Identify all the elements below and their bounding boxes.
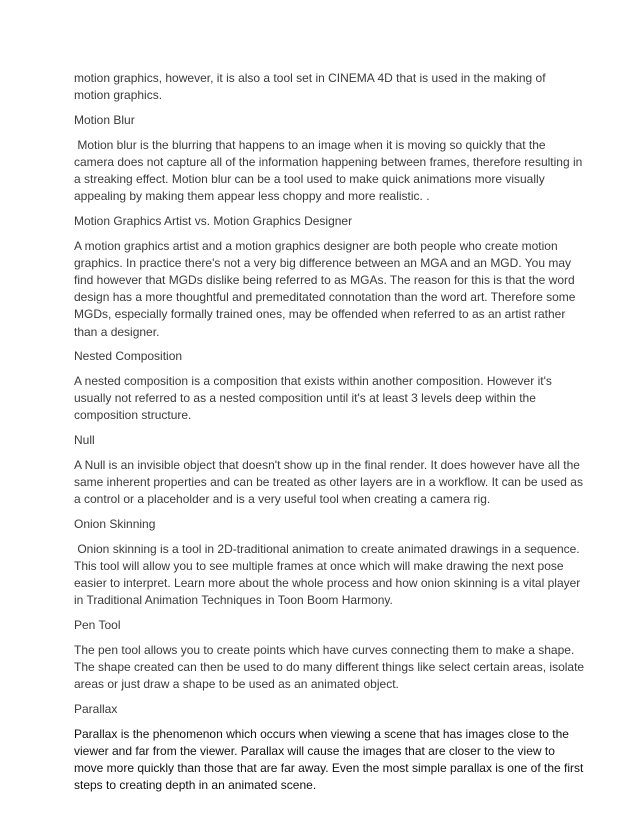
section-body-nested-composition [74,373,570,425]
text-line: Motion blur is the blurring that happens to an image when it is moving so quickly that the [74,137,546,152]
section-heading-null: Null [74,433,95,448]
text-line: composition structure. [74,408,192,423]
text-line: viewer and far from the viewer. Parallax will cause the images that are closer to the view to [74,743,555,758]
text-line: a control or a placeholder and is a very useful tool when creating a camera rig. [74,492,491,507]
text-line: motion graphics. [74,88,163,103]
section-body-mga-vs-mgd [74,238,576,341]
text-line: A Null is an invisible object that doesn't show up in the final render. It does however have all the [74,457,580,472]
section-heading-nested-composition: Nested Composition [74,349,183,364]
text-line: in Traditional Animation Techniques in Toon Boom Harmony. [74,593,393,608]
text-line: graphics. In practice there's not a very big difference between an MGA and an MGD. You may [74,255,572,270]
section-heading-pen-tool: Pen Tool [74,617,121,632]
text-line: motion graphics, however, it is also a tool set in CINEMA 4D that is used in the making of [74,71,546,85]
text-line: a streaking effect. Motion blur can be a tool used to make quick animations more visually [74,172,545,187]
section-body-motion-blur [74,137,583,206]
text-line: A motion graphics artist and a motion graphics designer are both people who create motion [74,238,558,253]
text-line: The pen tool allows you to create points which have curves connecting them to make a shape. [74,642,575,657]
intro-paragraph [74,70,570,104]
text-line: Onion skinning is a tool in 2D-traditional animation to create animated drawings in a sequence. [74,541,580,556]
text-line: This tool will allow you to see multiple frames at once which will make drawing the next pose [74,558,564,573]
section-body-parallax [74,726,584,795]
text-line: find however that MGDs dislike being referred to as MGAs. The reason for this is that the word [74,273,575,288]
text-line: design has a more thoughtful and premeditated connotation than the word art. Therefore some [74,290,576,305]
text-line: MGDs, especially formally trained ones, may be offended when referred to as an artist rather [74,307,566,322]
section-body-null [74,457,583,509]
text-line: usually not referred to as a nested composition until it's at least 3 levels deep within the [74,391,536,406]
text-line: areas or just draw a shape to be used as an animated object. [74,677,399,692]
text-line: Parallax is the phenomenon which occurs when viewing a scene that has images close to the [74,726,569,741]
text-line: camera does not capture all of the information happening between frames, therefore resulting in [74,154,583,169]
text-line: easier to interpret. Learn more about the whole process and how onion skinning is a vital player [74,576,581,591]
section-heading-motion-blur: Motion Blur [74,112,135,127]
text-line: same inherent properties and can be treated as other layers are in a workflow. It can be used as [74,475,583,490]
section-heading-parallax: Parallax [74,701,118,716]
section-body-onion-skinning [74,541,581,610]
section-body-pen-tool [74,642,585,694]
text-line: move more quickly than those that are far away. Even the most simple parallax is one of the first [74,760,584,775]
section-heading-mga-vs-mgd: Motion Graphics Artist vs. Motion Graphics Designer [74,213,353,228]
text-line: than a designer. [74,324,160,339]
text-line: appealing by making them appear less choppy and more realistic. . [74,189,430,204]
text-line: A nested composition is a composition that exists within another composition. However it's [74,374,552,389]
document-page [74,70,585,802]
text-line: The shape created can then be used to do many different things like select certain areas, isolate [74,659,585,674]
text-line: steps to creating depth in an animated scene. [74,778,317,793]
section-heading-onion-skinning: Onion Skinning [74,516,156,531]
